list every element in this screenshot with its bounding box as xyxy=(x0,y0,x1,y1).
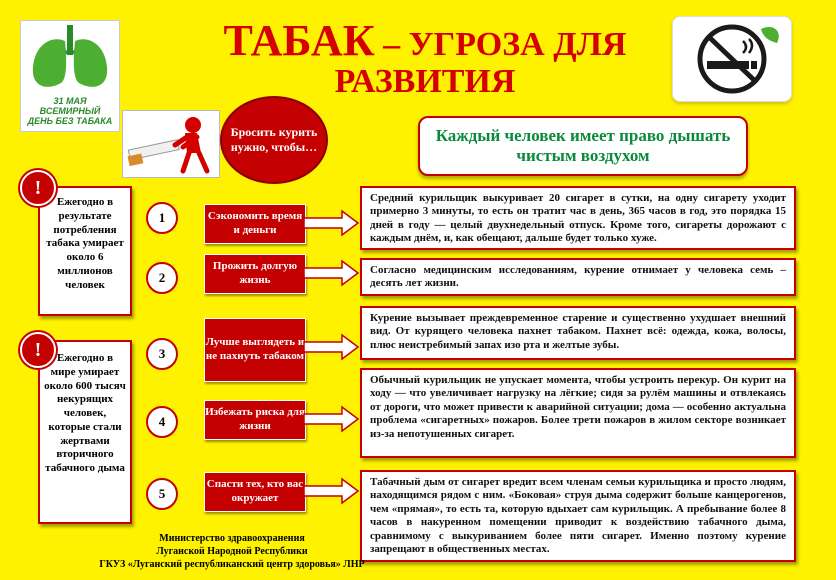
title-rest: – УГРОЗА ДЛЯ xyxy=(374,26,627,63)
man-pushing-cigarette-icon xyxy=(123,111,219,177)
footer-line-3: ГКУЗ «Луганский республиканский центр здоровья» ЛНР xyxy=(99,559,365,570)
arrow-icon xyxy=(304,478,360,504)
reason-text-4: Обычный курильщик не упускает момента, чтобы устроить перекур. Он курит на ходу — что увеличивает нагрузку на лёгкие; сидя за рулём машины и отвлекаясь от дороги, что может привести к аварийной ситуации; дома — особенно актуальна проблема «сигаретных» пожаров. Более трети пожаров в жилом секторе возникает из-за непотушенных сигарет. xyxy=(370,374,786,440)
lungs-icon xyxy=(21,21,119,95)
reason-label-5: Спасти тех, кто вас окружает xyxy=(204,472,306,512)
right-to-clean-air-banner: Каждый человек имеет право дышать чистым воздухом xyxy=(418,116,748,176)
title-line2: РАЗВИТИЯ xyxy=(334,63,516,101)
exclamation-icon: ! xyxy=(20,332,56,368)
man-with-cigarette-image xyxy=(122,110,220,178)
reason-number-2: 2 xyxy=(146,262,178,294)
logo-caption: 31 МАЯ ВСЕМИРНЫЙ ДЕНЬ БЕЗ ТАБАКА xyxy=(27,96,113,127)
footer-credits xyxy=(62,532,402,571)
poster-title xyxy=(190,18,660,100)
no-smoking-icon xyxy=(673,17,791,101)
reason-text-5: Табачный дым от сигарет вредит всем членам семьи курильщика и просто людям, находящимся рядом с ним. «Боковая» струя дыма содержит больше канцерогенов, чем «прямая», то есть та, которую вдыхает сам курильщик. А пребывание более 8 часов в накуренном помещении приводит к воздействию табачного дыма, сравнимому с выкуриванием более пяти сигарет. Именно поэтому курение запрещают в общественных местах. xyxy=(370,476,786,556)
reason-number-4: 4 xyxy=(146,406,178,438)
reason-label-3: Лучше выглядеть и не пахнуть табаком xyxy=(204,318,306,382)
fact-text-1: Ежегодно в результате потребления табака умирает около 6 миллионов человек xyxy=(46,196,124,291)
world-no-tobacco-day-logo xyxy=(20,20,120,132)
title-main-word: ТАБАК xyxy=(223,16,375,65)
footer-line-1: Министерство здравоохранения xyxy=(159,533,305,544)
fact-text-2: Ежегодно в мире умирает около 600 тысяч некурящих человек, которые стали жертвами вторичного табачного дыма xyxy=(44,352,126,474)
reason-label-4: Избежать риска для жизни xyxy=(204,400,306,440)
arrow-icon xyxy=(304,260,360,286)
reason-text-box-1 xyxy=(360,186,796,250)
reason-label-1: Сэкономить время и деньги xyxy=(204,204,306,244)
reason-text-box-4 xyxy=(360,368,796,458)
arrow-icon xyxy=(304,406,360,432)
arrow-icon xyxy=(304,334,360,360)
reason-text-box-5 xyxy=(360,470,796,562)
reason-text-box-2 xyxy=(360,258,796,296)
reason-label-2: Прожить долгую жизнь xyxy=(204,254,306,294)
arrow-icon xyxy=(304,210,360,236)
footer-line-2: Луганской Народной Республики xyxy=(156,546,308,557)
no-smoking-sign xyxy=(672,16,792,102)
fact-box-2 xyxy=(38,340,132,524)
quit-smoking-circle: Бросить курить нужно, чтобы… xyxy=(220,96,328,184)
exclamation-icon: ! xyxy=(20,170,56,206)
reason-text-1: Средний курильщик выкуривает 20 сигарет в сутки, на одну сигарету уходит примерно 3 минуты, то есть он тратит час в день, 365 часов в год, это порядка 15 дней в году — целый двухнедельный отпуск. Кроме того, сигареты дорожают с каждым днём, и, как обещают, дальше будет только хуже. xyxy=(370,192,786,245)
reason-text-2: Согласно медицинским исследованиям, курение отнимает у человека семь – десять лет жизни. xyxy=(370,264,786,290)
reason-text-box-3 xyxy=(360,306,796,360)
fact-box-1 xyxy=(38,186,132,316)
reason-number-3: 3 xyxy=(146,338,178,370)
reason-number-1: 1 xyxy=(146,202,178,234)
reason-text-3: Курение вызывает преждевременное старение и существенно ухудшает внешний вид. От курящего человека пахнет табаком. Пахнет всё: одежда, кожа, волосы, плюс неистребимый запах изо рта и желтые зубы. xyxy=(370,312,786,351)
reason-number-5: 5 xyxy=(146,478,178,510)
